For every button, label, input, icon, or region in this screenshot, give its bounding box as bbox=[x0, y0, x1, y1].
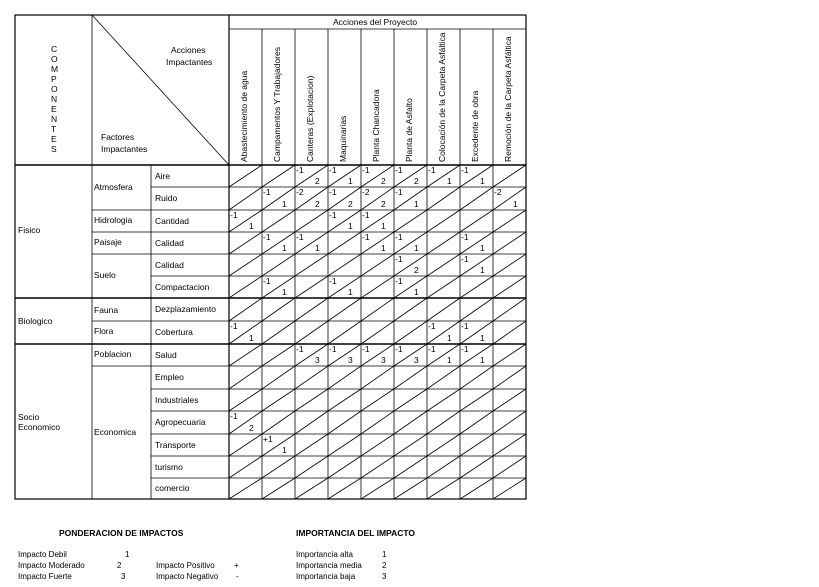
cell-diagonal bbox=[262, 478, 295, 499]
cell-magnitude: 1 bbox=[282, 445, 287, 455]
cell-diagonal bbox=[460, 389, 493, 411]
row-label: Calidad bbox=[155, 237, 184, 248]
cell-diagonal bbox=[427, 298, 460, 321]
cell-diagonal bbox=[427, 232, 460, 254]
cell-sign: -1 bbox=[461, 254, 469, 264]
cell-diagonal bbox=[361, 478, 394, 499]
componentes-letter: E bbox=[51, 104, 57, 114]
cell-diagonal bbox=[262, 389, 295, 411]
cell-sign: -1 bbox=[428, 321, 436, 331]
legend-moderado-value: 2 bbox=[117, 561, 122, 570]
cell-magnitude: 1 bbox=[381, 243, 386, 253]
column-header: Planta Chancadora bbox=[371, 89, 381, 162]
cell-sign: -1 bbox=[461, 232, 469, 242]
acciones-impactantes-line2: Impactantes bbox=[166, 57, 213, 67]
componentes-letter: T bbox=[51, 124, 57, 134]
cell-diagonal bbox=[229, 344, 262, 366]
cell-diagonal bbox=[361, 389, 394, 411]
legend-moderado-label: Impacto Moderado bbox=[18, 561, 85, 570]
cell-diagonal bbox=[229, 456, 262, 478]
cell-diagonal bbox=[361, 254, 394, 276]
cell-diagonal bbox=[262, 298, 295, 321]
cell-sign: -1 bbox=[395, 276, 403, 286]
legend-alta-label: Importancia alta bbox=[296, 550, 353, 559]
cell-sign: -1 bbox=[296, 232, 304, 242]
cell-diagonal bbox=[229, 434, 262, 456]
cell-diagonal bbox=[328, 389, 361, 411]
cell-magnitude: 1 bbox=[447, 355, 452, 365]
cell-magnitude: 1 bbox=[480, 355, 485, 365]
row-label: Transporte bbox=[155, 439, 196, 450]
row-label: Cobertura bbox=[155, 327, 193, 337]
cell-diagonal bbox=[427, 366, 460, 389]
row-label: Salud bbox=[155, 349, 177, 360]
cell-diagonal bbox=[493, 366, 526, 389]
cell-sign: -1 bbox=[395, 254, 403, 264]
cell-diagonal bbox=[295, 366, 328, 389]
factor-label: Atmosfera bbox=[94, 182, 133, 192]
cell-sign: -1 bbox=[329, 344, 337, 354]
cell-magnitude: 3 bbox=[381, 355, 386, 365]
cell-magnitude: 1 bbox=[480, 176, 485, 186]
cell-diagonal bbox=[262, 456, 295, 478]
cell-sign: -2 bbox=[362, 187, 370, 197]
row-label: turismo bbox=[155, 461, 183, 472]
component-label: Biologico bbox=[18, 316, 53, 326]
factor-label: Economica bbox=[94, 427, 137, 437]
cell-diagonal bbox=[427, 276, 460, 298]
factor-label: Flora bbox=[94, 326, 114, 336]
cell-diagonal bbox=[328, 321, 361, 344]
cell-magnitude: 3 bbox=[414, 355, 419, 365]
componentes-letter: S bbox=[51, 144, 57, 154]
cell-diagonal bbox=[295, 478, 328, 499]
component-label: Fisico bbox=[18, 225, 41, 235]
row-label: Cantidad bbox=[155, 215, 190, 226]
column-header: Abastecimiento de agua bbox=[239, 70, 249, 162]
cell-sign: -2 bbox=[494, 187, 502, 197]
cell-diagonal bbox=[295, 298, 328, 321]
cell-sign: -1 bbox=[230, 210, 238, 220]
row-label: Compactacion bbox=[155, 281, 210, 292]
cell-magnitude: 2 bbox=[381, 199, 386, 209]
cell-diagonal bbox=[493, 434, 526, 456]
cell-diagonal bbox=[295, 276, 328, 298]
cell-magnitude: 1 bbox=[414, 287, 419, 297]
cell-magnitude: 1 bbox=[282, 243, 287, 253]
cell-diagonal bbox=[361, 366, 394, 389]
cell-diagonal bbox=[427, 187, 460, 210]
column-header: Colocación de la Carpeta Asfáltica bbox=[437, 32, 447, 162]
factor-label: Fauna bbox=[94, 305, 119, 315]
cell-diagonal bbox=[229, 478, 262, 499]
componentes-letter: N bbox=[51, 114, 58, 124]
cell-diagonal bbox=[493, 298, 526, 321]
cell-magnitude: 3 bbox=[348, 355, 353, 365]
cell-diagonal bbox=[394, 210, 427, 232]
cell-diagonal bbox=[295, 321, 328, 344]
cell-diagonal bbox=[361, 321, 394, 344]
factor-label: Hidrologia bbox=[94, 215, 133, 225]
cell-diagonal bbox=[394, 366, 427, 389]
cell-diagonal bbox=[460, 478, 493, 499]
cell-diagonal bbox=[229, 254, 262, 276]
legend-media-label: Importancia media bbox=[296, 561, 362, 570]
cell-sign: -1 bbox=[461, 344, 469, 354]
cell-magnitude: 1 bbox=[414, 199, 419, 209]
column-header: Campamentos Y Trabajadores bbox=[272, 47, 282, 162]
cell-diagonal bbox=[262, 366, 295, 389]
cell-sign: -1 bbox=[395, 344, 403, 354]
cell-sign: -1 bbox=[296, 165, 304, 175]
cell-sign: -1 bbox=[362, 210, 370, 220]
cell-diagonal bbox=[427, 389, 460, 411]
column-header: Maquinarias bbox=[338, 115, 348, 162]
cell-sign: -1 bbox=[461, 321, 469, 331]
row-label: Aire bbox=[155, 170, 171, 181]
cell-diagonal bbox=[460, 434, 493, 456]
cell-diagonal bbox=[460, 298, 493, 321]
legend-positivo-label: Impacto Positivo bbox=[156, 561, 215, 570]
cell-diagonal bbox=[229, 366, 262, 389]
legend-positivo-value: + bbox=[234, 561, 239, 570]
cell-magnitude: 1 bbox=[480, 265, 485, 275]
cell-sign: -1 bbox=[329, 210, 337, 220]
cell-diagonal bbox=[394, 478, 427, 499]
cell-diagonal bbox=[229, 389, 262, 411]
row-label: Agropecuaria bbox=[155, 417, 206, 427]
cell-sign: -1 bbox=[263, 187, 271, 197]
cell-diagonal bbox=[493, 210, 526, 232]
cell-diagonal bbox=[460, 276, 493, 298]
cell-sign: -1 bbox=[362, 165, 370, 175]
cell-diagonal bbox=[229, 276, 262, 298]
componentes-letter: C bbox=[51, 44, 58, 54]
legend-fuerte-value: 3 bbox=[121, 572, 126, 581]
cell-diagonal bbox=[493, 344, 526, 366]
cell-diagonal bbox=[295, 254, 328, 276]
cell-sign: -1 bbox=[395, 187, 403, 197]
cell-diagonal bbox=[229, 187, 262, 210]
cell-diagonal bbox=[394, 321, 427, 344]
cell-diagonal bbox=[394, 389, 427, 411]
cell-sign: -1 bbox=[461, 165, 469, 175]
componentes-letter: O bbox=[51, 84, 58, 94]
componentes-letter: M bbox=[51, 64, 59, 74]
cell-diagonal bbox=[262, 321, 295, 344]
factor-label: Poblacion bbox=[94, 349, 132, 359]
cell-diagonal bbox=[361, 434, 394, 456]
cell-diagonal bbox=[295, 434, 328, 456]
header-diagonal bbox=[92, 15, 229, 165]
row-label: Empleo bbox=[155, 372, 184, 382]
cell-diagonal bbox=[262, 411, 295, 434]
cell-diagonal bbox=[361, 456, 394, 478]
cell-diagonal bbox=[229, 232, 262, 254]
cell-magnitude: 2 bbox=[249, 423, 254, 433]
cell-sign: -1 bbox=[428, 165, 436, 175]
cell-diagonal bbox=[493, 478, 526, 499]
cell-diagonal bbox=[493, 165, 526, 187]
component-label: Economico bbox=[18, 422, 61, 432]
cell-magnitude: 2 bbox=[348, 199, 353, 209]
cell-sign: -1 bbox=[395, 232, 403, 242]
acciones-title: Acciones del Proyecto bbox=[333, 17, 418, 27]
cell-magnitude: 1 bbox=[282, 287, 287, 297]
componentes-letter: P bbox=[51, 74, 57, 84]
cell-diagonal bbox=[295, 411, 328, 434]
cell-diagonal bbox=[295, 456, 328, 478]
importancia-title: IMPORTANCIA DEL IMPACTO bbox=[296, 528, 415, 538]
cell-magnitude: 1 bbox=[480, 243, 485, 253]
cell-magnitude: 2 bbox=[315, 176, 320, 186]
cell-diagonal bbox=[493, 232, 526, 254]
cell-magnitude: 1 bbox=[513, 199, 518, 209]
cell-diagonal bbox=[460, 456, 493, 478]
cell-sign: -1 bbox=[329, 187, 337, 197]
cell-sign: -1 bbox=[230, 411, 238, 421]
cell-sign: +1 bbox=[263, 434, 273, 444]
cell-diagonal bbox=[328, 411, 361, 434]
legend-debil-label: Impacto Debil bbox=[18, 550, 67, 559]
row-label: Ruido bbox=[155, 193, 178, 203]
cell-diagonal bbox=[394, 411, 427, 434]
row-label: Industriales bbox=[155, 394, 199, 405]
cell-diagonal bbox=[427, 254, 460, 276]
cell-sign: -2 bbox=[296, 187, 304, 197]
cell-diagonal bbox=[460, 187, 493, 210]
cell-diagonal bbox=[460, 366, 493, 389]
ponderacion-title: PONDERACION DE IMPACTOS bbox=[59, 528, 184, 538]
cell-sign: -1 bbox=[296, 344, 304, 354]
cell-diagonal bbox=[328, 456, 361, 478]
cell-sign: -1 bbox=[230, 321, 238, 331]
column-header: Canteras (Explotacion) bbox=[305, 75, 315, 162]
cell-sign: -1 bbox=[263, 232, 271, 242]
row-label: Calidad bbox=[155, 259, 184, 270]
column-header: Excedente de obra bbox=[470, 90, 480, 162]
cell-magnitude: 1 bbox=[249, 221, 254, 231]
cell-magnitude: 1 bbox=[282, 199, 287, 209]
cell-diagonal bbox=[328, 478, 361, 499]
cell-magnitude: 2 bbox=[381, 176, 386, 186]
cell-diagonal bbox=[394, 456, 427, 478]
componentes-letter: E bbox=[51, 134, 57, 144]
cell-magnitude: 1 bbox=[348, 287, 353, 297]
cell-magnitude: 1 bbox=[315, 243, 320, 253]
cell-magnitude: 1 bbox=[348, 221, 353, 231]
cell-diagonal bbox=[262, 165, 295, 187]
cell-magnitude: 1 bbox=[414, 243, 419, 253]
cell-diagonal bbox=[493, 456, 526, 478]
cell-diagonal bbox=[460, 411, 493, 434]
cell-diagonal bbox=[361, 298, 394, 321]
cell-diagonal bbox=[493, 276, 526, 298]
cell-diagonal bbox=[493, 321, 526, 344]
cell-diagonal bbox=[328, 298, 361, 321]
cell-diagonal bbox=[295, 210, 328, 232]
cell-magnitude: 1 bbox=[381, 221, 386, 231]
acciones-impactantes-line1: Acciones bbox=[171, 45, 206, 55]
legend-media-value: 2 bbox=[382, 561, 387, 570]
legend-alta-value: 1 bbox=[382, 550, 387, 559]
cell-diagonal bbox=[328, 366, 361, 389]
legend-negativo-value: - bbox=[236, 572, 239, 581]
cell-diagonal bbox=[295, 389, 328, 411]
cell-sign: -1 bbox=[329, 276, 337, 286]
column-header: Remoción de la Carpeta Asfáltica bbox=[503, 36, 513, 162]
legend-debil-value: 1 bbox=[125, 550, 130, 559]
cell-diagonal bbox=[427, 411, 460, 434]
cell-diagonal bbox=[460, 210, 493, 232]
cell-diagonal bbox=[361, 411, 394, 434]
column-header: Planta de Asfalto bbox=[404, 98, 414, 162]
cell-diagonal bbox=[229, 298, 262, 321]
cell-diagonal bbox=[493, 411, 526, 434]
cell-sign: -1 bbox=[362, 232, 370, 242]
factores-impactantes-line2: Impactantes bbox=[101, 144, 148, 154]
cell-magnitude: 1 bbox=[447, 176, 452, 186]
cell-diagonal bbox=[328, 254, 361, 276]
legend-baja-value: 3 bbox=[382, 572, 387, 581]
cell-diagonal bbox=[427, 456, 460, 478]
cell-diagonal bbox=[394, 434, 427, 456]
cell-diagonal bbox=[262, 344, 295, 366]
cell-sign: -1 bbox=[263, 276, 271, 286]
cell-diagonal bbox=[229, 165, 262, 187]
cell-magnitude: 3 bbox=[315, 355, 320, 365]
legend-fuerte-label: Impacto Fuerte bbox=[18, 572, 72, 581]
componentes-letter: N bbox=[51, 94, 58, 104]
cell-magnitude: 1 bbox=[447, 333, 452, 343]
legend-negativo-label: Impacto Negativo bbox=[156, 572, 219, 581]
cell-magnitude: 1 bbox=[480, 333, 485, 343]
cell-sign: -1 bbox=[428, 344, 436, 354]
cell-magnitude: 1 bbox=[249, 333, 254, 343]
legend-baja-label: Importancia baja bbox=[296, 572, 356, 581]
cell-diagonal bbox=[493, 254, 526, 276]
cell-diagonal bbox=[328, 232, 361, 254]
cell-magnitude: 2 bbox=[414, 265, 419, 275]
componentes-letter: O bbox=[51, 54, 58, 64]
factores-impactantes-line1: Factores bbox=[101, 132, 135, 142]
cell-diagonal bbox=[262, 254, 295, 276]
cell-diagonal bbox=[394, 298, 427, 321]
factor-label: Paisaje bbox=[94, 237, 122, 247]
cell-magnitude: 2 bbox=[315, 199, 320, 209]
cell-diagonal bbox=[493, 389, 526, 411]
cell-sign: -1 bbox=[395, 165, 403, 175]
cell-diagonal bbox=[262, 210, 295, 232]
component-label: Socio bbox=[18, 412, 40, 422]
row-label: comercio bbox=[155, 483, 190, 493]
cell-sign: -1 bbox=[329, 165, 337, 175]
cell-magnitude: 1 bbox=[348, 176, 353, 186]
cell-diagonal bbox=[361, 276, 394, 298]
cell-magnitude: 2 bbox=[414, 176, 419, 186]
cell-diagonal bbox=[328, 434, 361, 456]
cell-diagonal bbox=[427, 434, 460, 456]
cell-diagonal bbox=[427, 478, 460, 499]
factor-label: Suelo bbox=[94, 270, 116, 280]
cell-diagonal bbox=[427, 210, 460, 232]
cell-sign: -1 bbox=[362, 344, 370, 354]
row-label: Dezplazamiento bbox=[155, 304, 216, 314]
